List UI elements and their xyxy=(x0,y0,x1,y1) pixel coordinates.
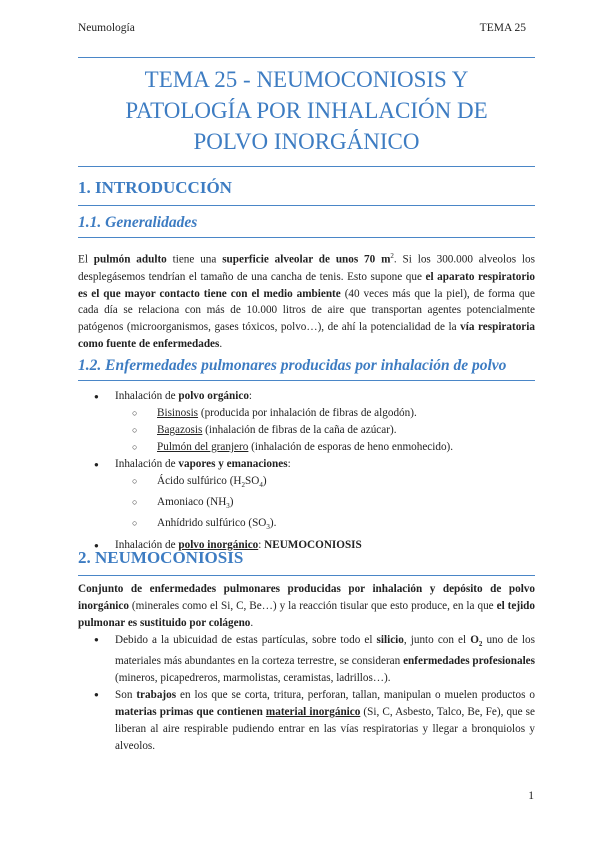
list-item: ○ Bagazosis (inhalación de fibras de la caña de azúcar). xyxy=(115,422,535,439)
header-subject: Neumología xyxy=(78,22,135,34)
inhalation-list xyxy=(78,388,535,554)
subsection-rule xyxy=(78,380,535,381)
subsection-rule xyxy=(78,237,535,238)
title-line-3: POLVO INORGÁNICO xyxy=(193,129,420,154)
subsection-heading-generalidades: 1.1. Generalidades xyxy=(78,214,198,231)
page-number: 1 xyxy=(528,790,534,802)
list-item: ● Debido a la ubicuidad de estas partículas, sobre todo el silicio, junto con el $O_2$ uno de los materiales más abundantes en la corteza terrestre, se consideran enfermedades profesionales (mineros, picapedreros, marmolistas, ceramistas, ladrillos…). xyxy=(78,632,535,687)
section-rule xyxy=(78,575,535,576)
list-item: ○ Pulmón del granjero (inhalación de esporas de heno enmohecido). xyxy=(115,439,535,456)
title-line-1: TEMA 25 - NEUMOCONIOSIS Y xyxy=(144,67,469,92)
title-line-2: PATOLOGÍA POR INHALACIÓN DE xyxy=(125,98,488,123)
list-item: ○ Bisinosis (producida por inhalación de fibras de algodón). xyxy=(115,405,535,422)
list-item: ● Son trabajos en los que se corta, tritura, perforan, tallan, manipulan o muelen productos o materias primas que contienen material inorgánico (Si, C, Asbesto, Talco, Be, Fe), que se liberan al aire respirable pudiendo entrar en las vías respiratorias y llegar a bronquiolos y alveolos. xyxy=(78,687,535,755)
list-item: ● Inhalación de polvo orgánico: ○ Bisinosis (producida por inhalación de fibras de algodón). ○ Bagazosis (inhalación de fibras de la caña de azúcar). ○ Pulmón del granjero (inhalación de esporas de heno enmohecido). xyxy=(78,388,535,456)
section-heading-introduccion: 1. INTRODUCCIÓN xyxy=(78,178,232,197)
neumoconiosis-list xyxy=(78,632,535,755)
header-topic: TEMA 25 xyxy=(479,22,526,34)
list-item: ○ Anhídrido sulfúrico $(SO_3)$. xyxy=(115,515,535,536)
section-heading-neumoconiosis: 2. NEUMOCONIOSIS xyxy=(78,548,244,567)
list-item: ○ Amoniaco $(NH_3)$ xyxy=(115,494,535,515)
intro-paragraph: El pulmón adulto tiene una superficie alveolar de unos 70 $m^2$. Si los 300.000 alveolos los desplegásemos tendrían el tamaño de una cancha de tenis. Esto supone que el aparato respiratorio es el que mayor contacto tiene con el medio ambiente (40 veces más que la piel), de forma que cada día se relaciona con más de 10.000 litros de aire que transportan agentes potencialmente patógenos (microorganismos, gases tóxicos, polvo…), de ahí la potencialidad de la vía respiratoria como fuente de enfermedades. xyxy=(78,252,535,351)
section-rule xyxy=(78,205,535,206)
list-item: ○ Ácido sulfúrico $(H_2SO_4)$ xyxy=(115,473,535,494)
definition-paragraph: Conjunto de enfermedades pulmonares producidas por inhalación y depósito de polvo inorgánico (minerales como el Si, C, Be…) y la reacción tisular que esto produce, en la que el tejido pulmonar es sustituido por colágeno. xyxy=(78,583,535,629)
page-title xyxy=(78,64,535,157)
list-item: ● Inhalación de polvo inorgánico: NEUMOCONIOSIS xyxy=(78,537,535,554)
title-top-rule xyxy=(78,57,535,58)
subsection-heading-enfermedades: 1.2. Enfermedades pulmonares producidas por inhalación de polvo xyxy=(78,357,507,374)
title-bottom-rule xyxy=(78,166,535,167)
list-item: ● Inhalación de vapores y emanaciones: ○ Ácido sulfúrico $(H_2SO_4)$ ○ Amoniaco $(NH_3)$ ○ Anhídrido sulfúrico $(SO_3)$. xyxy=(78,456,535,537)
